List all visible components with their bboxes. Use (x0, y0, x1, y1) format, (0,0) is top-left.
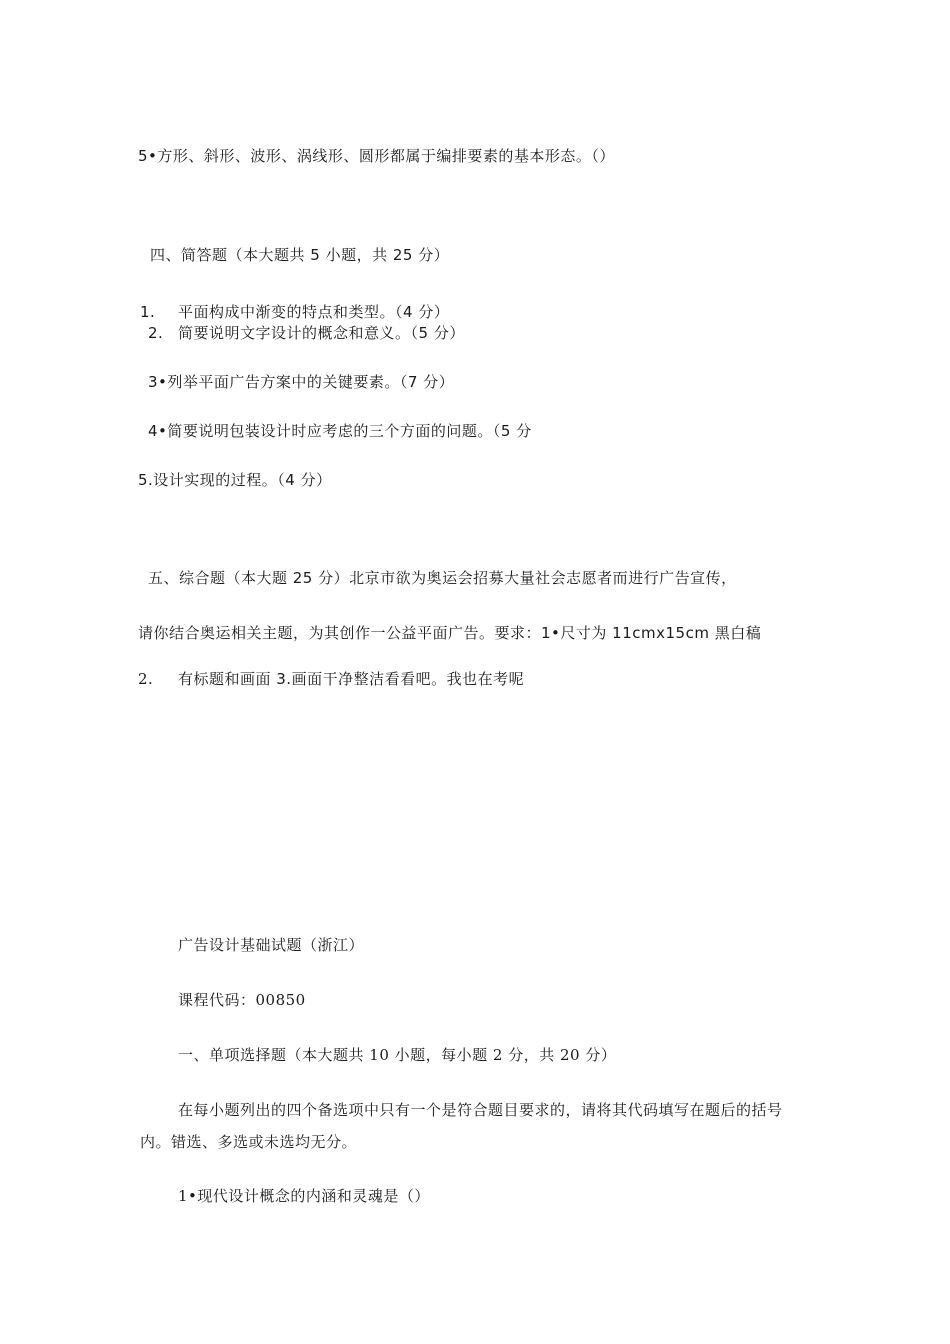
section-5-line-2: 请你结合奥运相关主题，为其创作一公益平面广告。要求：1•尺寸为 11cmx15cm 黑白稿 (138, 624, 762, 642)
section-5-line-3-text: 有标题和画面 3.画面干净整洁看看吧。我也在考呢 (178, 670, 525, 688)
section-4-heading: 四、简答题（本大题共 5 小题，共 25 分） (150, 246, 450, 264)
judgement-question-5: 5•方形、斜形、波形、涡线形、圆形都属于编排要素的基本形态。（） (138, 147, 615, 165)
section-1-instructions: 在每小题列出的四个备选项中只有一个是符合题目要求的，请将其代码填写在题后的括号内。错选、多选或未选均无分。 (140, 1101, 783, 1151)
short-answer-5: 5.设计实现的过程。（4 分） (138, 471, 332, 489)
section-5-line-1: 五、综合题（本大题 25 分）北京市欲为奥运会招募大量社会志愿者而进行广告宣传， (148, 569, 737, 587)
choice-question-1: 1•现代设计概念的内涵和灵魂是（） (178, 1187, 430, 1205)
section-1-heading: 一、单项选择题（本大题共 10 小题，每小题 2 分，共 20 分） (178, 1046, 617, 1064)
short-answer-3: 3•列举平面广告方案中的关键要素。（7 分） (148, 373, 455, 391)
short-answer-1-text: 平面构成中渐变的特点和类型。（4 分） (178, 303, 450, 321)
course-code: 课程代码：00850 (178, 991, 306, 1009)
short-answer-1-number: 1. (140, 303, 156, 321)
exam-title: 广告设计基础试题（浙江） (178, 936, 365, 954)
section-5-line-3-number: 2. (138, 670, 154, 688)
short-answer-2-text: 简要说明文字设计的概念和意义。（5 分） (178, 324, 465, 342)
short-answer-4: 4•简要说明包装设计时应考虑的三个方面的问题。（5 分 (148, 422, 532, 440)
short-answer-2-number: 2. (148, 324, 164, 342)
